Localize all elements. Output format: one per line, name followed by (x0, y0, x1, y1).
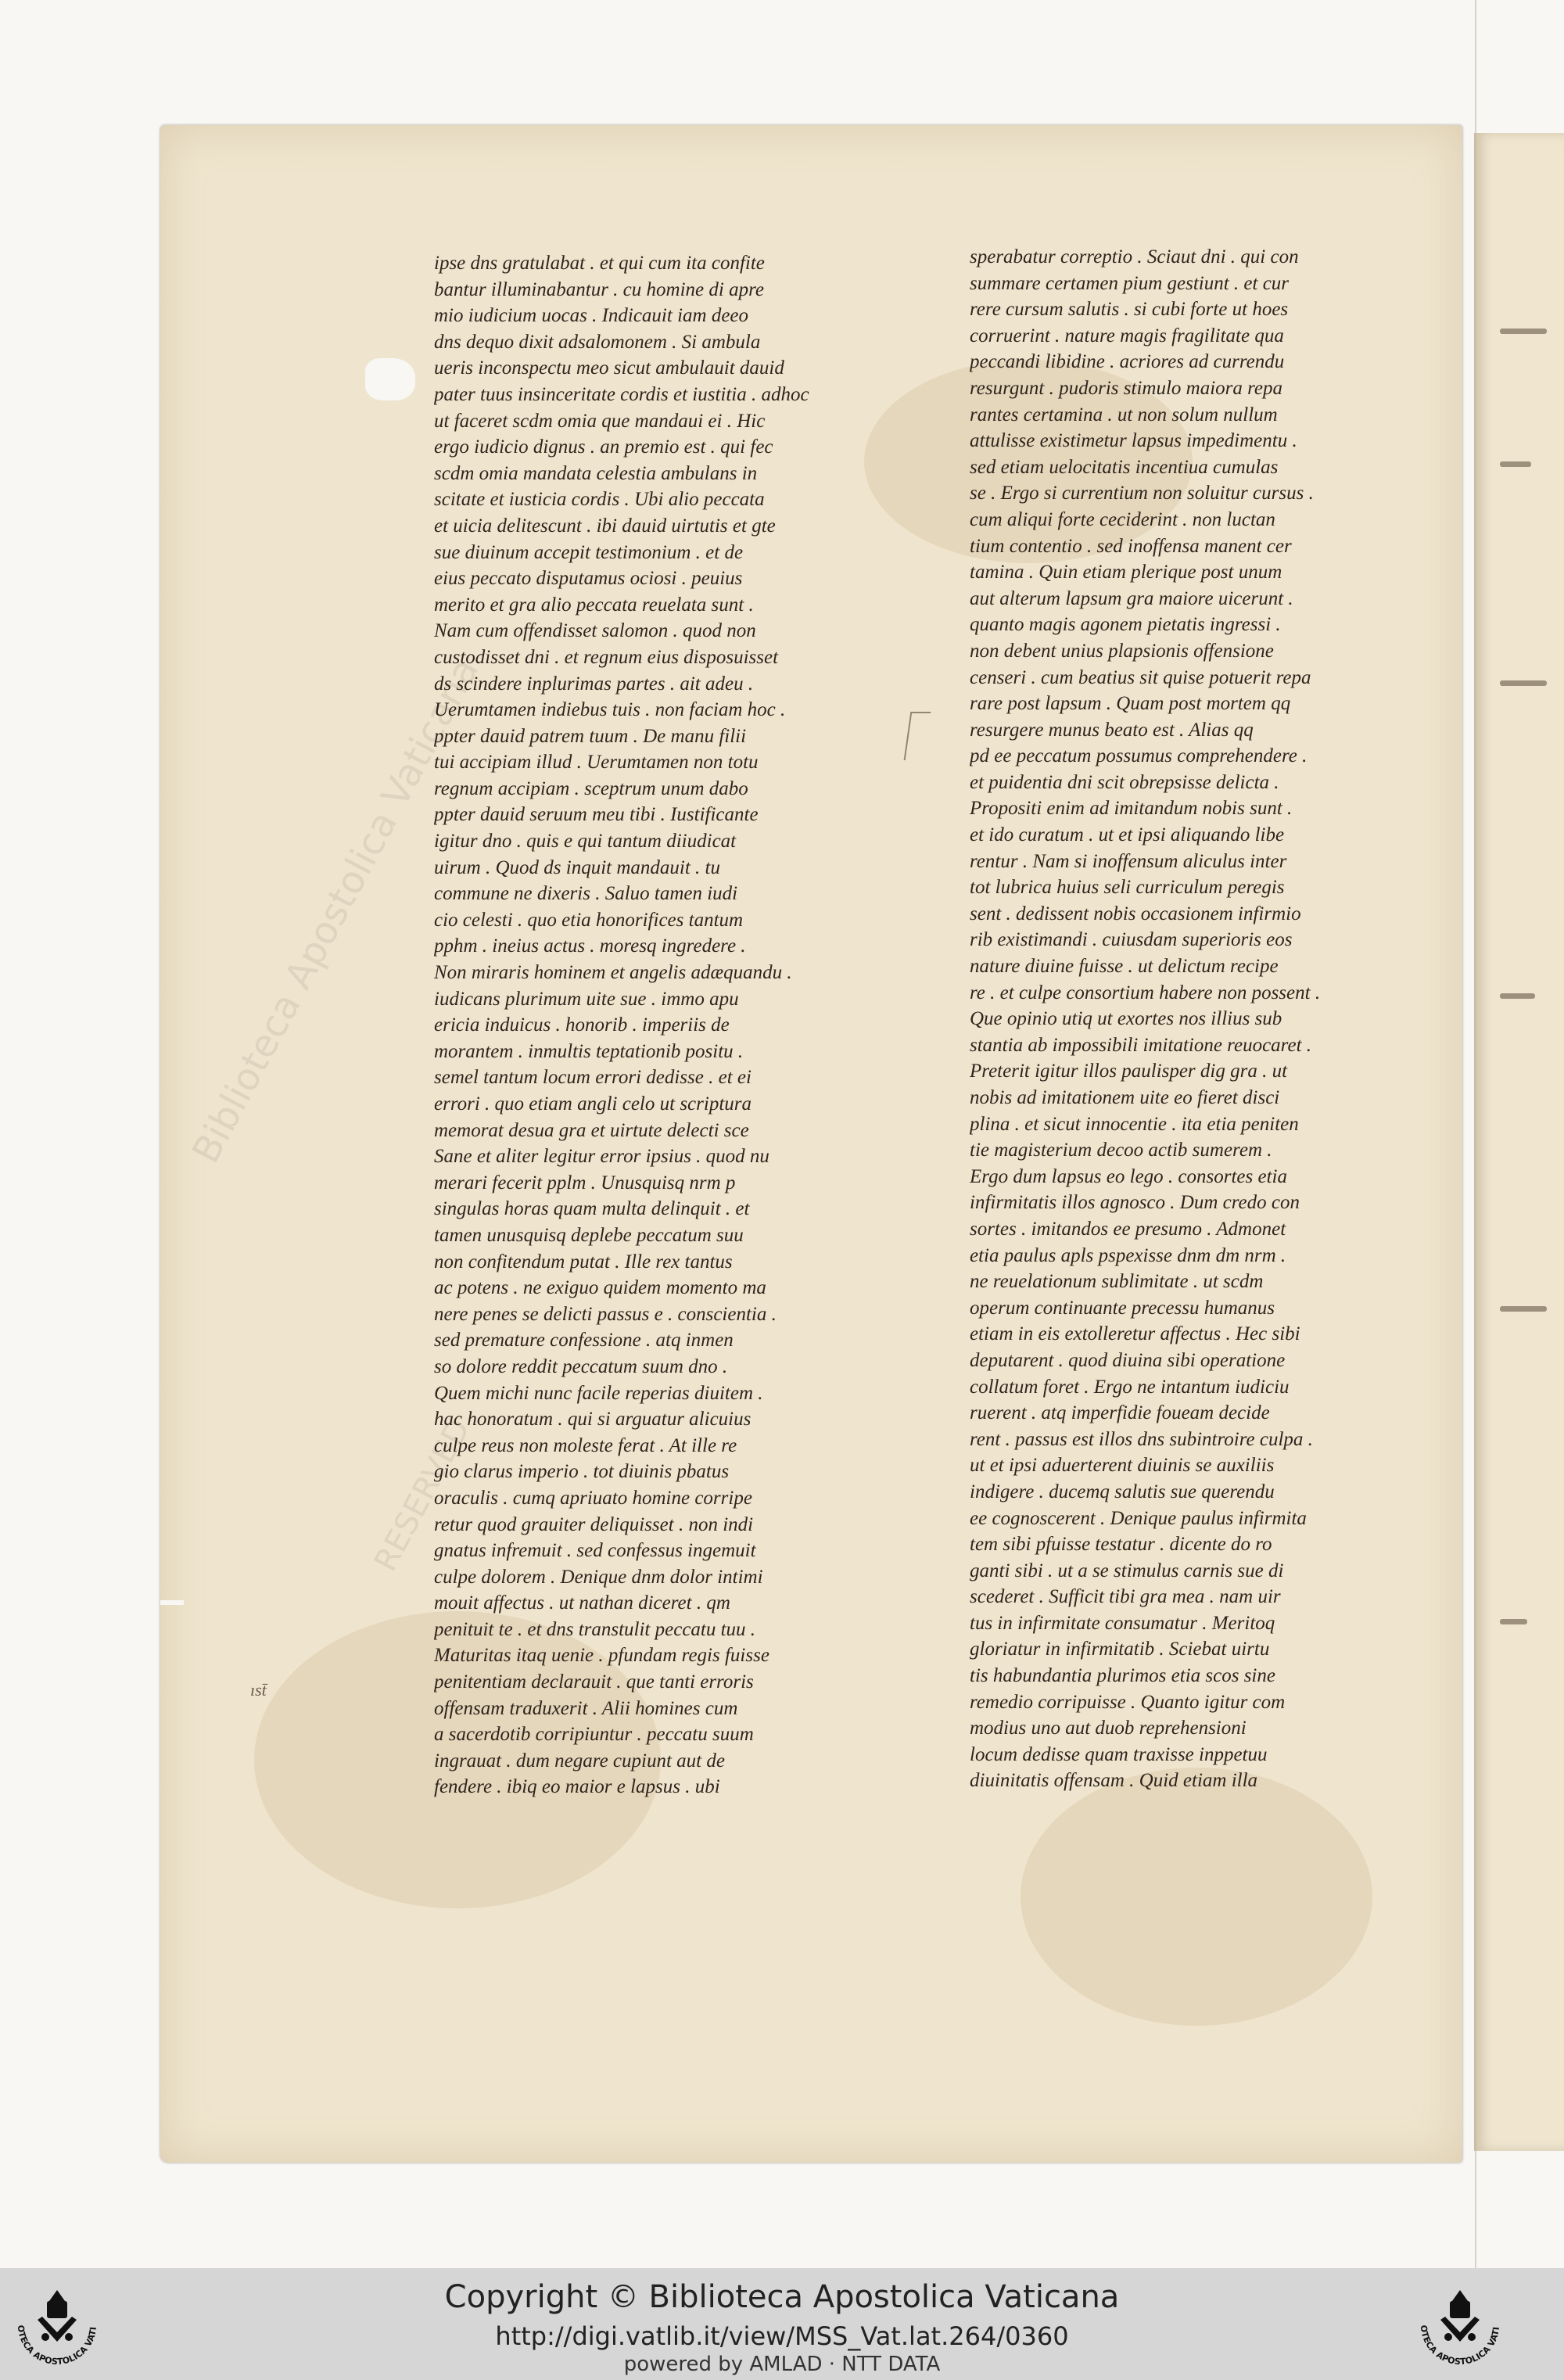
text-line: pater tuus insinceritate cordis et iustitia . adhoc (434, 383, 809, 405)
text-line: rere cursum salutis . si cubi forte ut hoes (970, 299, 1289, 321)
text-line: Ergo dum lapsus eo lego . consortes etia (970, 1165, 1287, 1187)
margin-annotation: ıst̄ (250, 1680, 267, 1700)
text-line: so dolore reddit peccatum suum dno . (434, 1355, 728, 1377)
text-line: merito et gra alio peccata reuelata sunt . (434, 594, 754, 616)
text-line: tie magisterium decoo actib sumerem . (970, 1140, 1272, 1161)
text-line: Uerumtamen indiebus tuis . non faciam hoc . (434, 699, 786, 721)
text-line: fendere . ibiq eo maior e lapsus . ubi (434, 1776, 720, 1798)
text-line: Maturitas itaq uenie . pfundam regis fuisse (434, 1645, 769, 1667)
parchment-hole (365, 358, 415, 400)
watermark-reserved: RESERVED (368, 1413, 478, 1578)
text-line: semel tantum locum errori dedisse . et ei (434, 1067, 752, 1089)
text-line: Quem michi nunc facile reperias diuitem . (434, 1382, 763, 1404)
text-line: tamina . Quin etiam plerique post unum (970, 562, 1282, 583)
text-line: hac honoratum . qui si arguatur alicuius (434, 1409, 752, 1431)
text-line: culpe dolorem . Denique dnm dolor intimi (434, 1566, 763, 1588)
text-line: etia paulus apls pspexisse dnm dm nrm . (970, 1244, 1286, 1266)
text-line: resurgere munus beato est . Alias qq (970, 719, 1254, 741)
text-line: collatum foret . Ergo ne intantum iudiciu (970, 1376, 1290, 1398)
vatican-library-logo-icon (1409, 2274, 1511, 2376)
text-line: non debent unius plapsionis offensione (970, 640, 1274, 662)
text-line: censeri . cum beatius sit quise potuerit repa (970, 666, 1311, 688)
text-line: cum aliqui forte ceciderint . non luctan (970, 508, 1275, 530)
text-line: deputarent . quod diuina sibi operatione (970, 1349, 1286, 1371)
text-line: scederet . Sufficit tibi gra mea . nam uir (970, 1586, 1281, 1608)
text-line: ppter dauid patrem tuum . De manu filii (434, 725, 747, 747)
text-line: uirum . Quod ds inquit mandauit . tu (434, 856, 720, 878)
text-line: rantes certamina . ut non solum nullum (970, 404, 1278, 425)
text-line: rib existimandi . cuiusdam superioris eos (970, 929, 1293, 951)
text-line: scdm omia mandata celestia ambulans in (434, 462, 758, 484)
text-line: sortes . imitandos ee presumo . Admonet (970, 1218, 1286, 1240)
text-line: stantia ab impossibili imitatione reuocaret . (970, 1034, 1312, 1056)
text-line: ruerent . atq imperfidie foueam decide (970, 1402, 1270, 1424)
text-line: se . Ergo si currentium non soluitur cursus . (970, 483, 1314, 504)
logo-caption-right: OTECA APOSTOLICA VATI (1418, 2324, 1501, 2367)
text-line: sed etiam uelocitatis incentiua cumulas (970, 456, 1279, 478)
text-line: etiam in eis extolleretur affectus . Hec sibi (970, 1323, 1300, 1345)
text-line: indigere . ducemq salutis sue querendu (970, 1481, 1275, 1502)
text-line: pphm . ineius actus . moresq ingredere . (434, 935, 746, 957)
text-line: tamen unusquisq deplebe peccatum suu (434, 1224, 744, 1246)
text-line: dns dequo dixit adsalomonem . Si ambula (434, 331, 761, 353)
text-line: rent . passus est illos dns subintroire culpa . (970, 1428, 1313, 1450)
text-line: ergo iudicio dignus . an premio est . qui fec (434, 436, 773, 458)
text-column-left (434, 250, 809, 1800)
text-line: oraculis . cumq apriuato homine corripe (434, 1487, 752, 1509)
text-line: operum continuante precessu humanus (970, 1297, 1275, 1319)
text-line: ds scindere inplurimas partes . ait adeu . (434, 673, 754, 695)
text-line: scitate et iusticia cordis . Ubi alio peccata (434, 489, 765, 511)
text-line: ut et ipsi aduerterent diuinis se auxiliis (970, 1455, 1275, 1477)
text-line: morantem . inmultis teptationib positu . (434, 1040, 744, 1062)
text-line: sed premature confessione . atq inmen (434, 1330, 734, 1352)
text-line: tus in infirmitate consumatur . Meritoq (970, 1612, 1275, 1634)
text-line: rare post lapsum . Quam post mortem qq (970, 693, 1291, 715)
text-line: sue diuinum accepit testimonium . et de (434, 541, 744, 563)
text-line: sperabatur correptio . Sciaut dni . qui con (970, 246, 1299, 267)
text-line: tot lubrica huius seli curriculum peregis (970, 877, 1285, 899)
text-line: summare certamen pium gestiunt . et cur (970, 272, 1290, 294)
text-line: gloriatur in infirmitatib . Sciebat uirtu (970, 1639, 1270, 1660)
text-line: merari fecerit pplm . Unusquisq nrm p (434, 1172, 736, 1194)
text-line: penitentiam declarauit . que tanti erroris (434, 1671, 754, 1693)
text-line: iudicans plurimum uite sue . immo apu (434, 988, 739, 1010)
text-line: nere penes se delicti passus e . conscientia . (434, 1303, 777, 1325)
text-line: bantur illuminabantur . cu homine di apre (434, 278, 764, 300)
text-line: diuinitatis offensam . Quid etiam illa (970, 1770, 1258, 1792)
text-line: locum dedisse quam traxisse inppetuu (970, 1743, 1268, 1765)
text-line: nobis ad imitationem uite eo fieret disci (970, 1087, 1280, 1108)
text-line: nature diuine fuisse . ut delictum recipe (970, 956, 1279, 978)
text-line: Non miraris hominem et angelis adæquandu . (434, 962, 792, 984)
text-line: culpe reus non moleste ferat . At ille re (434, 1434, 737, 1456)
logo-caption-left: OTECA APOSTOLICA VATI (15, 2324, 99, 2367)
text-line: modius uno aut duob reprehensioni (970, 1718, 1247, 1739)
copyright-footer (0, 2268, 1564, 2380)
text-line: rentur . Nam si inoffensum aliculus inter (970, 850, 1287, 872)
text-line: ne reuelationum sublimitate . ut scdm (970, 1271, 1264, 1293)
text-line: et uicia delitescunt . ibi dauid uirtutis et gte (434, 515, 776, 537)
text-line: re . et culpe consortium habere non possent . (970, 982, 1321, 1003)
text-line: ppter dauid seruum meu tibi . Iustificante (434, 804, 759, 826)
text-line: errori . quo etiam angli celo ut scriptura (434, 1093, 752, 1115)
text-line: ipse dns gratulabat . et qui cum ita confite (434, 253, 765, 274)
text-line: retur quod grauiter deliquisset . non indi (434, 1513, 754, 1535)
text-line: ut faceret scdm omia que mandaui ei . Hic (434, 410, 766, 432)
copyright-text: Copyright © Biblioteca Apostolica Vaticana (444, 2279, 1120, 2315)
text-line: ingrauat . dum negare cupiunt aut de (434, 1750, 725, 1772)
text-line: infirmitatis illos agnosco . Dum credo con (970, 1192, 1300, 1214)
text-line: ee cognoscerent . Denique paulus infirmita (970, 1507, 1307, 1529)
text-line: ueris inconspectu meo sicut ambulauit dauid (434, 357, 784, 379)
text-line: commune ne dixeris . Saluo tamen iudi (434, 883, 738, 905)
text-line: pd ee peccatum possumus comprehendere . (970, 745, 1308, 767)
adjacent-page-edge (1474, 133, 1564, 2151)
text-line: a sacerdotib corripiuntur . peccatu suum (434, 1724, 754, 1746)
text-line: penituit te . et dns transtulit peccatu tuu . (434, 1618, 756, 1640)
text-line: offensam traduxerit . Alii homines cum (434, 1697, 738, 1719)
text-line: corruerint . nature magis fragilitate qua (970, 325, 1284, 346)
text-line: ac potens . ne exiguo quidem momento ma (434, 1277, 766, 1299)
text-line: non confitendum putat . Ille rex tantus (434, 1251, 733, 1273)
parchment-notch (160, 1600, 184, 1605)
text-line: regnum accipiam . sceptrum unum dabo (434, 777, 748, 799)
text-line: quanto magis agonem pietatis ingressi . (970, 614, 1281, 636)
text-line: cio celesti . quo etia honorifices tantum (434, 909, 744, 931)
text-line: tis habundantia plurimos etia scos sine (970, 1665, 1275, 1687)
powered-by-text: powered by AMLAD · NTT DATA (623, 2353, 941, 2376)
text-line: ericia induicus . honorib . imperiis de (434, 1014, 730, 1036)
text-line: Propositi enim ad imitandum nobis sunt . (970, 798, 1293, 820)
text-line: aut alterum lapsum gra maiore uicerunt . (970, 587, 1293, 609)
text-line: Sane et aliter legitur error ipsius . quod nu (434, 1146, 769, 1168)
text-line: memorat desua gra et uirtute delecti sce (434, 1119, 749, 1141)
text-line: et puidentia dni scit obrepsisse delicta . (970, 771, 1279, 793)
text-line: remedio corripuisse . Quanto igitur com (970, 1691, 1286, 1713)
text-line: gio clarus imperio . tot diuinis pbatus (434, 1461, 730, 1483)
manuscript-url[interactable]: http://digi.vatlib.it/view/MSS_Vat.lat.264/0360 (495, 2321, 1069, 2351)
watermark-library: Biblioteca Apostolica Vaticana (184, 651, 488, 1171)
text-line: tium contentio . sed inoffensa manent cer (970, 535, 1292, 557)
text-line: igitur dno . quis e qui tantum diiudicat (434, 831, 737, 853)
text-line: Preterit igitur illos paulisper dig gra . ut (970, 1061, 1288, 1082)
text-line: tem sibi pfuisse testatur . dicente do ro (970, 1534, 1272, 1556)
svg-text:BIBLIOTECA APOSTOLICA VATICANA (1409, 2274, 1501, 2367)
text-line: ganti sibi . ut a se stimulus carnis sue di (970, 1560, 1284, 1581)
text-line: Nam cum offendisset salomon . quod non (434, 620, 756, 642)
text-line: custodisset dni . et regnum eius disposuisset (434, 646, 779, 668)
text-line: sent . dedissent nobis occasionem infirmio (970, 903, 1301, 924)
text-line: attulisse existimetur lapsus impedimentu . (970, 430, 1297, 452)
text-column-right (970, 244, 1320, 1794)
text-line: singulas horas quam multa delinquit . et (434, 1198, 750, 1220)
text-line: mouit affectus . ut nathan diceret . qm (434, 1592, 730, 1614)
text-line: eius peccato disputamus ociosi . peuius (434, 568, 743, 590)
text-line: et ido curatum . ut et ipsi aliquando libe (970, 824, 1285, 846)
text-line: resurgunt . pudoris stimulo maiora repa (970, 377, 1283, 399)
text-line: mio iudicium uocas . Indicauit iam deeo (434, 305, 749, 327)
text-line: tui accipiam illud . Uerumtamen non totu (434, 752, 759, 774)
text-line: plina . et sicut innocentie . ita etia peniten (970, 1113, 1299, 1135)
text-line: peccandi libidine . acriores ad currendu (970, 351, 1285, 373)
text-line: Que opinio utiq ut exortes nos illius sub (970, 1008, 1282, 1030)
text-line: gnatus infremuit . sed confessus ingemuit (434, 1540, 756, 1562)
